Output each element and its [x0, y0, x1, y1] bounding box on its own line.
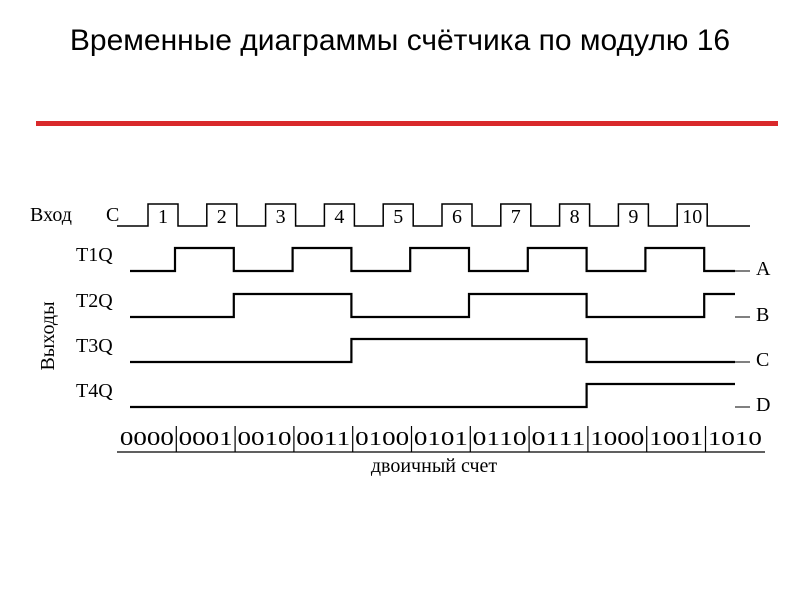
binary-count: 1000: [590, 429, 645, 450]
binary-count: 0111: [531, 429, 586, 450]
output-letter-a: A: [756, 258, 771, 280]
binary-count: 0100: [355, 429, 410, 450]
binary-count: 0011: [296, 429, 351, 450]
binary-count: 1001: [649, 429, 704, 450]
clock-pulse-label: 9: [628, 206, 639, 228]
signal-name-t3q: T3Q: [76, 335, 113, 357]
signal-name-t1q: T1Q: [76, 244, 113, 266]
outputs-label: Выходы: [37, 301, 59, 371]
binary-count-row: [117, 426, 765, 452]
clock-pulse-label: 4: [334, 206, 345, 228]
output-letter-d: D: [756, 394, 771, 416]
clock-pulse-label: 10: [682, 206, 703, 228]
clock-pulse-label: 6: [452, 206, 462, 228]
binary-count: 0110: [472, 429, 527, 450]
binary-count: 0001: [178, 429, 233, 450]
waveform-t3q: [130, 339, 735, 362]
signal-name-t4q: T4Q: [76, 380, 113, 402]
output-letter-c: C: [756, 349, 770, 371]
clock-pulse-label: 1: [158, 206, 168, 228]
waveform-t2q: [130, 294, 735, 317]
clock-pulse-label: 7: [510, 206, 521, 228]
waveform-t1q: [130, 248, 735, 271]
output-letter-b: B: [756, 304, 770, 326]
slide-title: Временные диаграммы счётчика по модулю 16: [69, 24, 731, 57]
clock-pulse-label: 5: [393, 206, 404, 228]
binary-count: 1010: [707, 429, 762, 450]
clock-pulse-label: 2: [216, 206, 227, 228]
clock-waveform: [117, 204, 750, 226]
signal-name-t2q: T2Q: [76, 290, 113, 312]
output-signals: [76, 244, 771, 416]
input-label: Вход: [30, 204, 72, 226]
clock-signal: [117, 204, 750, 228]
count-caption: двоичный счет: [370, 455, 498, 477]
binary-count: 0010: [237, 429, 292, 450]
clock-pulse-label: 3: [275, 206, 286, 228]
clock-pulse-label: 8: [569, 206, 580, 228]
waveform-t4q: [130, 384, 735, 407]
clock-label: C: [106, 204, 120, 226]
binary-count: 0101: [413, 429, 468, 450]
binary-count: 0000: [119, 429, 174, 450]
